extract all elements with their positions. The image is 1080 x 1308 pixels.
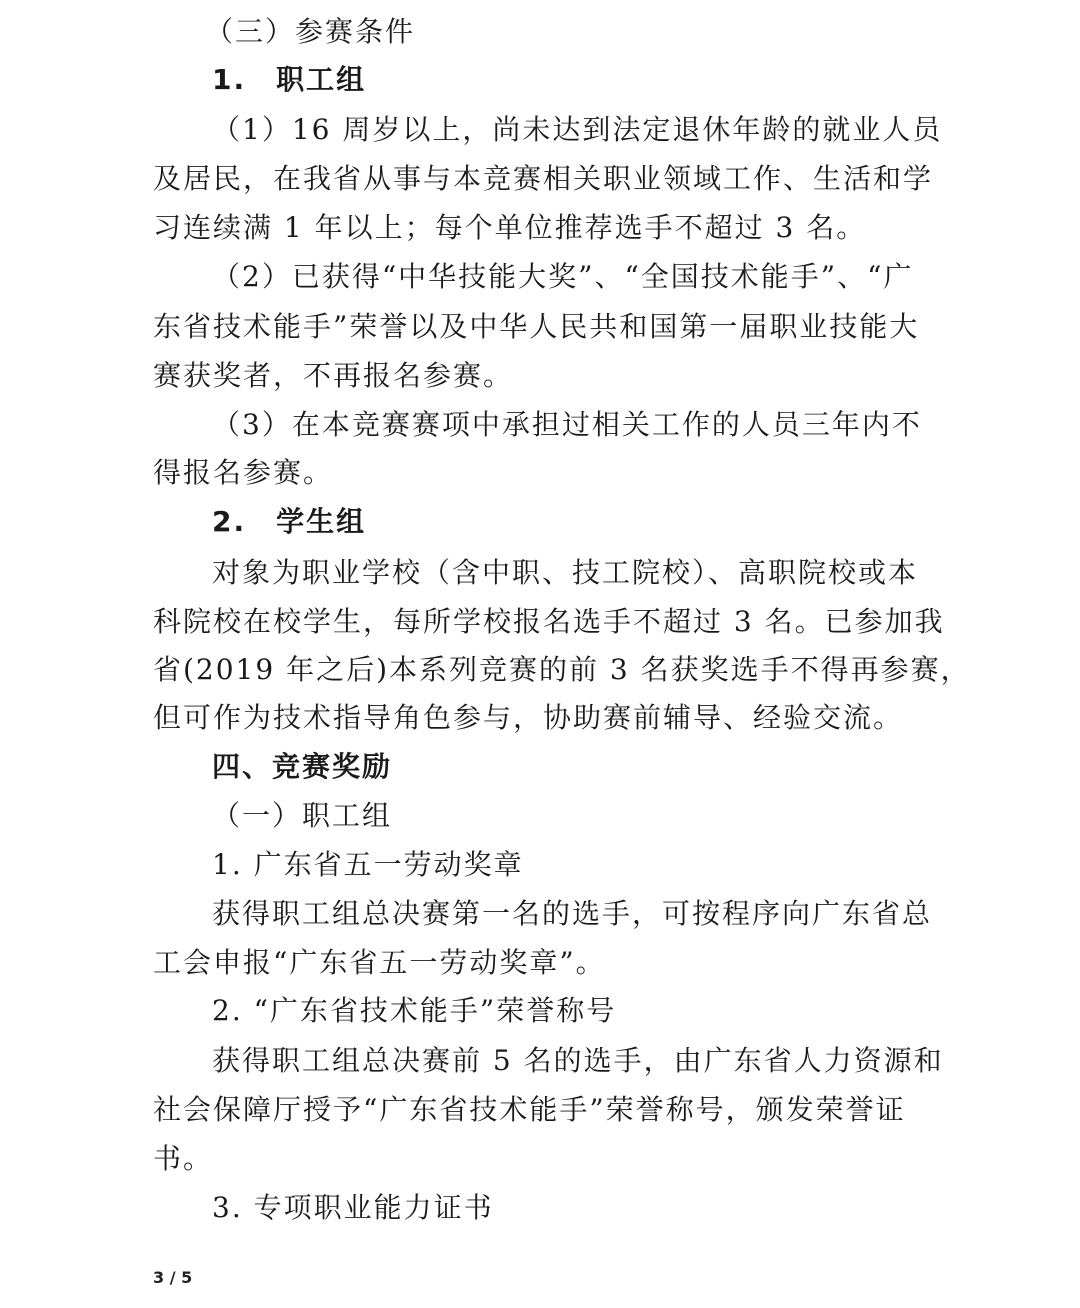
paragraph-line: 但可作为技术指导角色参与，协助赛前辅导、经验交流。 bbox=[153, 701, 904, 734]
paragraph-line: 赛获奖者，不再报名参赛。 bbox=[153, 359, 514, 392]
paragraph-line: 习连续满 1 年以上；每个单位推荐选手不超过 3 名。 bbox=[153, 211, 867, 244]
paragraph-line: 获得职工组总决赛第一名的选手，可按程序向广东省总 bbox=[212, 897, 933, 930]
section-heading-participation-conditions: （三）参赛条件 bbox=[205, 15, 416, 48]
paragraph-line: 及居民，在我省从事与本竞赛相关职业领域工作、生活和学 bbox=[153, 162, 934, 195]
paragraph-line: 工会申报“广东省五一劳动奖章”。 bbox=[153, 946, 606, 979]
paragraph-line: 社会保障厅授予“广东省技术能手”荣誉称号，颁发荣誉证 bbox=[153, 1093, 906, 1126]
paragraph-line: 得报名参赛。 bbox=[153, 456, 334, 489]
paragraph-line: 获得职工组总决赛前 5 名的选手，由广东省人力资源和 bbox=[212, 1044, 944, 1077]
reward-item-heading: 3. 专项职业能力证书 bbox=[212, 1191, 494, 1224]
reward-item-heading: 2. “广东省技术能手”荣誉称号 bbox=[212, 994, 617, 1027]
paragraph-line: 科院校在校学生，每所学校报名选手不超过 3 名。已参加我 bbox=[153, 605, 945, 638]
reward-item-heading: 1. 广东省五一劳动奖章 bbox=[212, 848, 524, 881]
page-number: 3 / 5 bbox=[153, 1268, 193, 1287]
paragraph-line: 东省技术能手”荣誉以及中华人民共和国第一届职业技能大 bbox=[153, 310, 920, 343]
paragraph-line: 书。 bbox=[153, 1142, 214, 1175]
subheading-staff-group-rewards: （一）职工组 bbox=[212, 799, 393, 832]
paragraph-line: （2）已获得“中华技能大奖”、“全国技术能手”、“广 bbox=[212, 260, 914, 293]
paragraph-line: （1）16 周岁以上，尚未达到法定退休年龄的就业人员 bbox=[212, 113, 943, 146]
section-heading-competition-rewards: 四、竞赛奖励 bbox=[212, 750, 393, 783]
paragraph-line: 省(2019 年之后)本系列竞赛的前 3 名获奖选手不得再参赛， bbox=[153, 653, 971, 686]
paragraph-line: 对象为职业学校（含中职、技工院校）、高职院校或本 bbox=[212, 556, 919, 589]
paragraph-line: （3）在本竞赛赛项中承担过相关工作的人员三年内不 bbox=[212, 408, 922, 441]
subheading-staff-group: 1. 职工组 bbox=[212, 63, 367, 96]
subheading-student-group: 2. 学生组 bbox=[212, 505, 367, 538]
